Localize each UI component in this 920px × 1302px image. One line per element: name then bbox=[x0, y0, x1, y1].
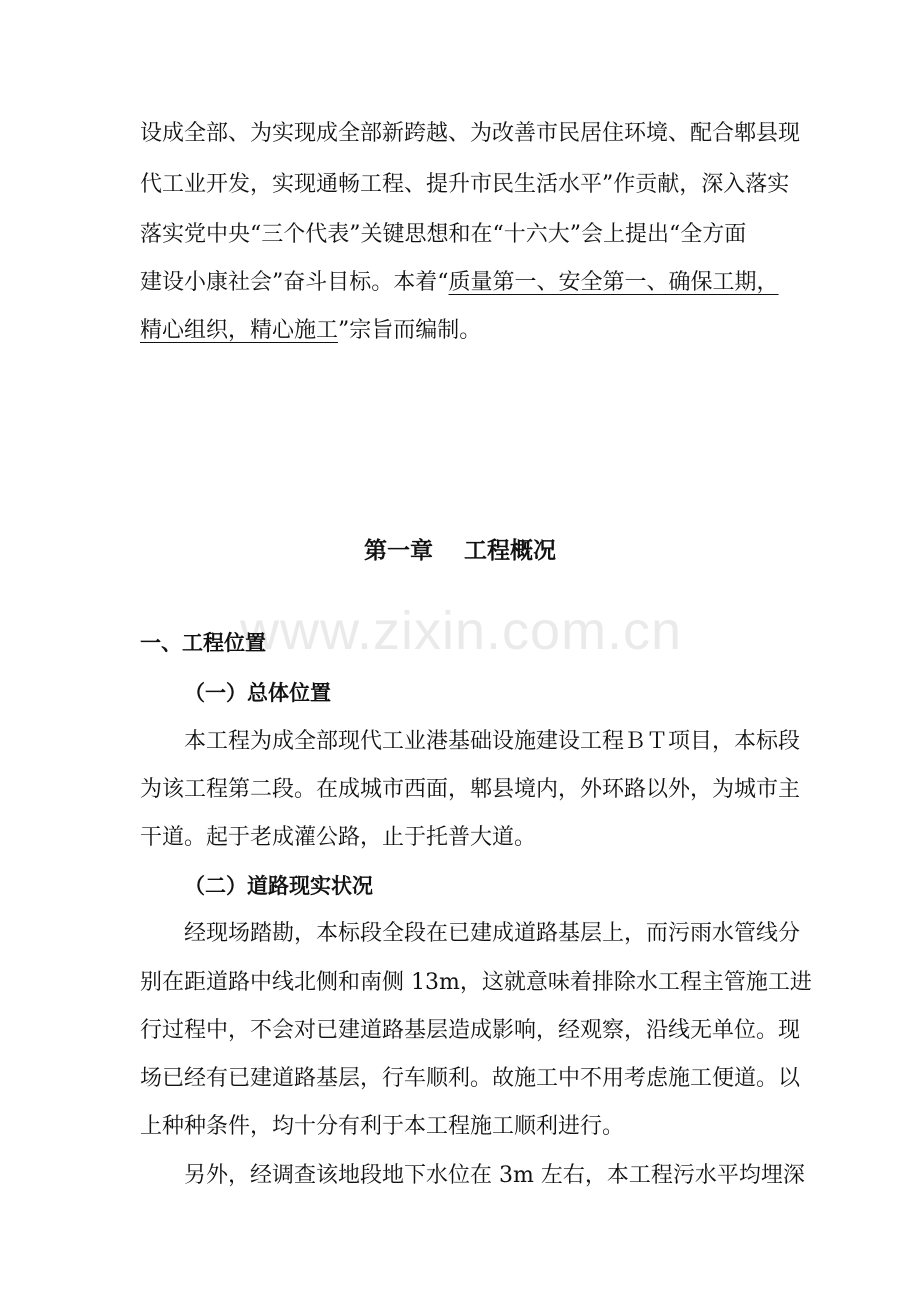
sub1-line-1: 本工程为成全部现代工业港基础设施建设工程ＢＴ项目，本标段 bbox=[184, 729, 801, 754]
sub2-line-2: 别在距道路中线北侧和南侧 13m，这就意味着排除水工程主管施工进 bbox=[140, 970, 812, 995]
underlined-principle-2: 精心组织，精心施工 bbox=[140, 318, 339, 343]
sub2-line-3: 行过程中，不会对已建道路基层造成影响，经观察，沿线无单位。现 bbox=[140, 1018, 801, 1043]
intro-line-3: 落实党中央“三个代表”关键思想和在“十六大”会上提出“全方面 bbox=[140, 222, 747, 247]
intro-line-4-text: 建设小康社会”奋斗目标。本着“ bbox=[140, 270, 449, 295]
intro-line-1: 设成全部、为实现成全部新跨越、为改善市民居住环境、配合郫县现 bbox=[140, 121, 801, 146]
intro-line-5 bbox=[140, 316, 792, 346]
intro-line-4 bbox=[140, 268, 792, 298]
watermark: www.zixin.com.cn bbox=[240, 601, 683, 661]
sub1-line-2: 为该工程第二段。在成城市西面，郫县境内，外环路以外，为城市主 bbox=[140, 777, 801, 802]
subsection-heading-1: （一）总体位置 bbox=[184, 681, 331, 705]
intro-tail: ”宗旨而编制。 bbox=[338, 318, 482, 343]
sub2-line-4: 场已经有已建道路基层，行车顺利。故施工中不用考虑施工便道。以 bbox=[140, 1066, 801, 1091]
sub1-line-3: 干道。起于老成灌公路，止于托普大道。 bbox=[140, 825, 537, 850]
underlined-principle-1: 质量第一、安全第一、确保工期， bbox=[448, 270, 779, 295]
section-heading-1: 一、工程位置 bbox=[140, 631, 266, 655]
chapter-title: 第一章 工程概况 bbox=[363, 538, 556, 564]
sub2-line-1: 经现场踏勘，本标段全段在已建成道路基层上，而污雨水管线分 bbox=[184, 921, 801, 946]
intro-line-2: 代工业开发，实现通畅工程、提升市民生活水平”作贡献，深入落实 bbox=[140, 172, 790, 197]
sub2-line-6: 另外，经调查该地段地下水位在 3m 左右，本工程污水平均埋深 bbox=[184, 1163, 805, 1188]
subsection-heading-2: （二）道路现实状况 bbox=[184, 874, 373, 898]
sub2-line-5: 上种种条件，均十分有利于本工程施工顺利进行。 bbox=[140, 1114, 625, 1139]
